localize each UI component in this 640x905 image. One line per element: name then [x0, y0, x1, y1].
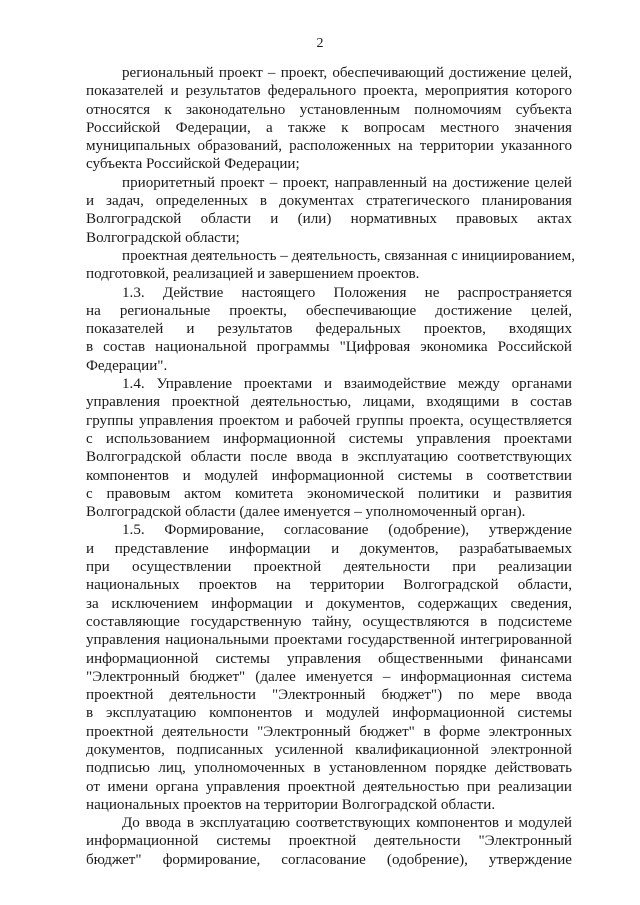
text-line: от имени органа управления проектной деятельностью при реализации	[86, 778, 572, 795]
text-line: 1.3. Действие настоящего Положения не распространяется	[122, 284, 572, 301]
text-line: компонентов и модулей информационной системы в соответствии	[86, 467, 572, 484]
text-line: группы управления проектом и рабочей группы проекта, осуществляется	[86, 412, 572, 429]
text-line: в эксплуатацию компонентов и модулей информационной системы	[86, 705, 572, 722]
text-line: субъекта Российской Федерации;	[86, 156, 300, 173]
text-line: муниципальных образований, расположенных на территории указанного	[86, 138, 572, 155]
text-line: приоритетный проект – проект, направленный на достижение целей	[122, 174, 572, 191]
text-line: и задач, определенных в документах стратегического планирования	[86, 193, 572, 210]
text-line: Волгоградской области (далее именуется – уполномоченный орган).	[86, 504, 526, 521]
text-line: "Электронный бюджет" (далее именуется – информационная система	[86, 668, 572, 685]
text-line: информационной системы управления общественными финансами	[86, 650, 572, 667]
text-line: документов, подписанных усиленной квалификационной электронной	[86, 741, 572, 758]
text-line: национальных проектов на территории Волгоградской области,	[86, 577, 572, 594]
text-line: на региональные проекты, обеспечивающие достижение целей,	[86, 302, 572, 319]
text-line: показателей и результатов федеральных проектов, входящих	[86, 321, 572, 338]
text-line: показателей и результатов федерального проекта, мероприятия которого	[86, 83, 572, 100]
text-line: управления национальными проектами государственной интегрированной	[86, 632, 572, 649]
text-line: при осуществлении проектной деятельности при реализации	[86, 559, 572, 576]
text-line: 1.5. Формирование, согласование (одобрение), утверждение	[122, 522, 572, 539]
text-line: с использованием информационной системы управления проектами	[86, 430, 572, 447]
text-line: региональный проект – проект, обеспечивающий достижение целей,	[122, 65, 572, 81]
text-line: подписью лиц, уполномоченных в установленном порядке действовать	[86, 760, 572, 777]
text-line: Волгоградской области и (или) нормативных правовых актах	[86, 211, 572, 228]
text-line: составляющие государственную тайну, осуществляются в подсистеме	[86, 613, 572, 630]
text-line: в состав национальной программы "Цифровая экономика Российской	[86, 339, 572, 356]
text-line: информационной системы проектной деятельности "Электронный	[86, 833, 572, 850]
text-line: бюджет" формирование, согласование (одобрение), утверждение	[86, 851, 572, 868]
text-line: проектной деятельности "Электронный бюджет" в форме электронных	[86, 723, 572, 740]
text-line: Волгоградской области после ввода в эксплуатацию соответствующих	[86, 449, 572, 466]
text-line: относятся к законодательно установленным полномочиям субъекта	[86, 101, 572, 118]
page-number: 2	[316, 36, 324, 51]
text-line: Волгоградской области;	[86, 229, 240, 246]
document-body	[86, 64, 575, 869]
text-line: До ввода в эксплуатацию соответствующих компонентов и модулей	[122, 815, 572, 832]
text-line: за исключением информации и документов, содержащих сведения,	[86, 595, 572, 612]
text-line: проектная деятельность – деятельность, связанная с инициированием,	[122, 247, 575, 264]
text-line: управления проектной деятельностью, лицами, входящими в состав	[86, 394, 572, 411]
text-line: и представление информации и документов, разрабатываемых	[86, 540, 572, 557]
text-line: подготовкой, реализацией и завершением проектов.	[86, 266, 420, 283]
text-line: национальных проектов на территории Волгоградской области.	[86, 796, 496, 813]
text-line: Федерации".	[86, 357, 168, 374]
text-line: 1.4. Управление проектами и взаимодействие между органами	[122, 376, 572, 393]
text-line: Российской Федерации, а также к вопросам местного значения	[86, 119, 572, 136]
text-line: проектной деятельности "Электронный бюджет") по мере ввода	[86, 687, 572, 704]
text-line: с правовым актом комитета экономической политики и развития	[86, 485, 572, 502]
